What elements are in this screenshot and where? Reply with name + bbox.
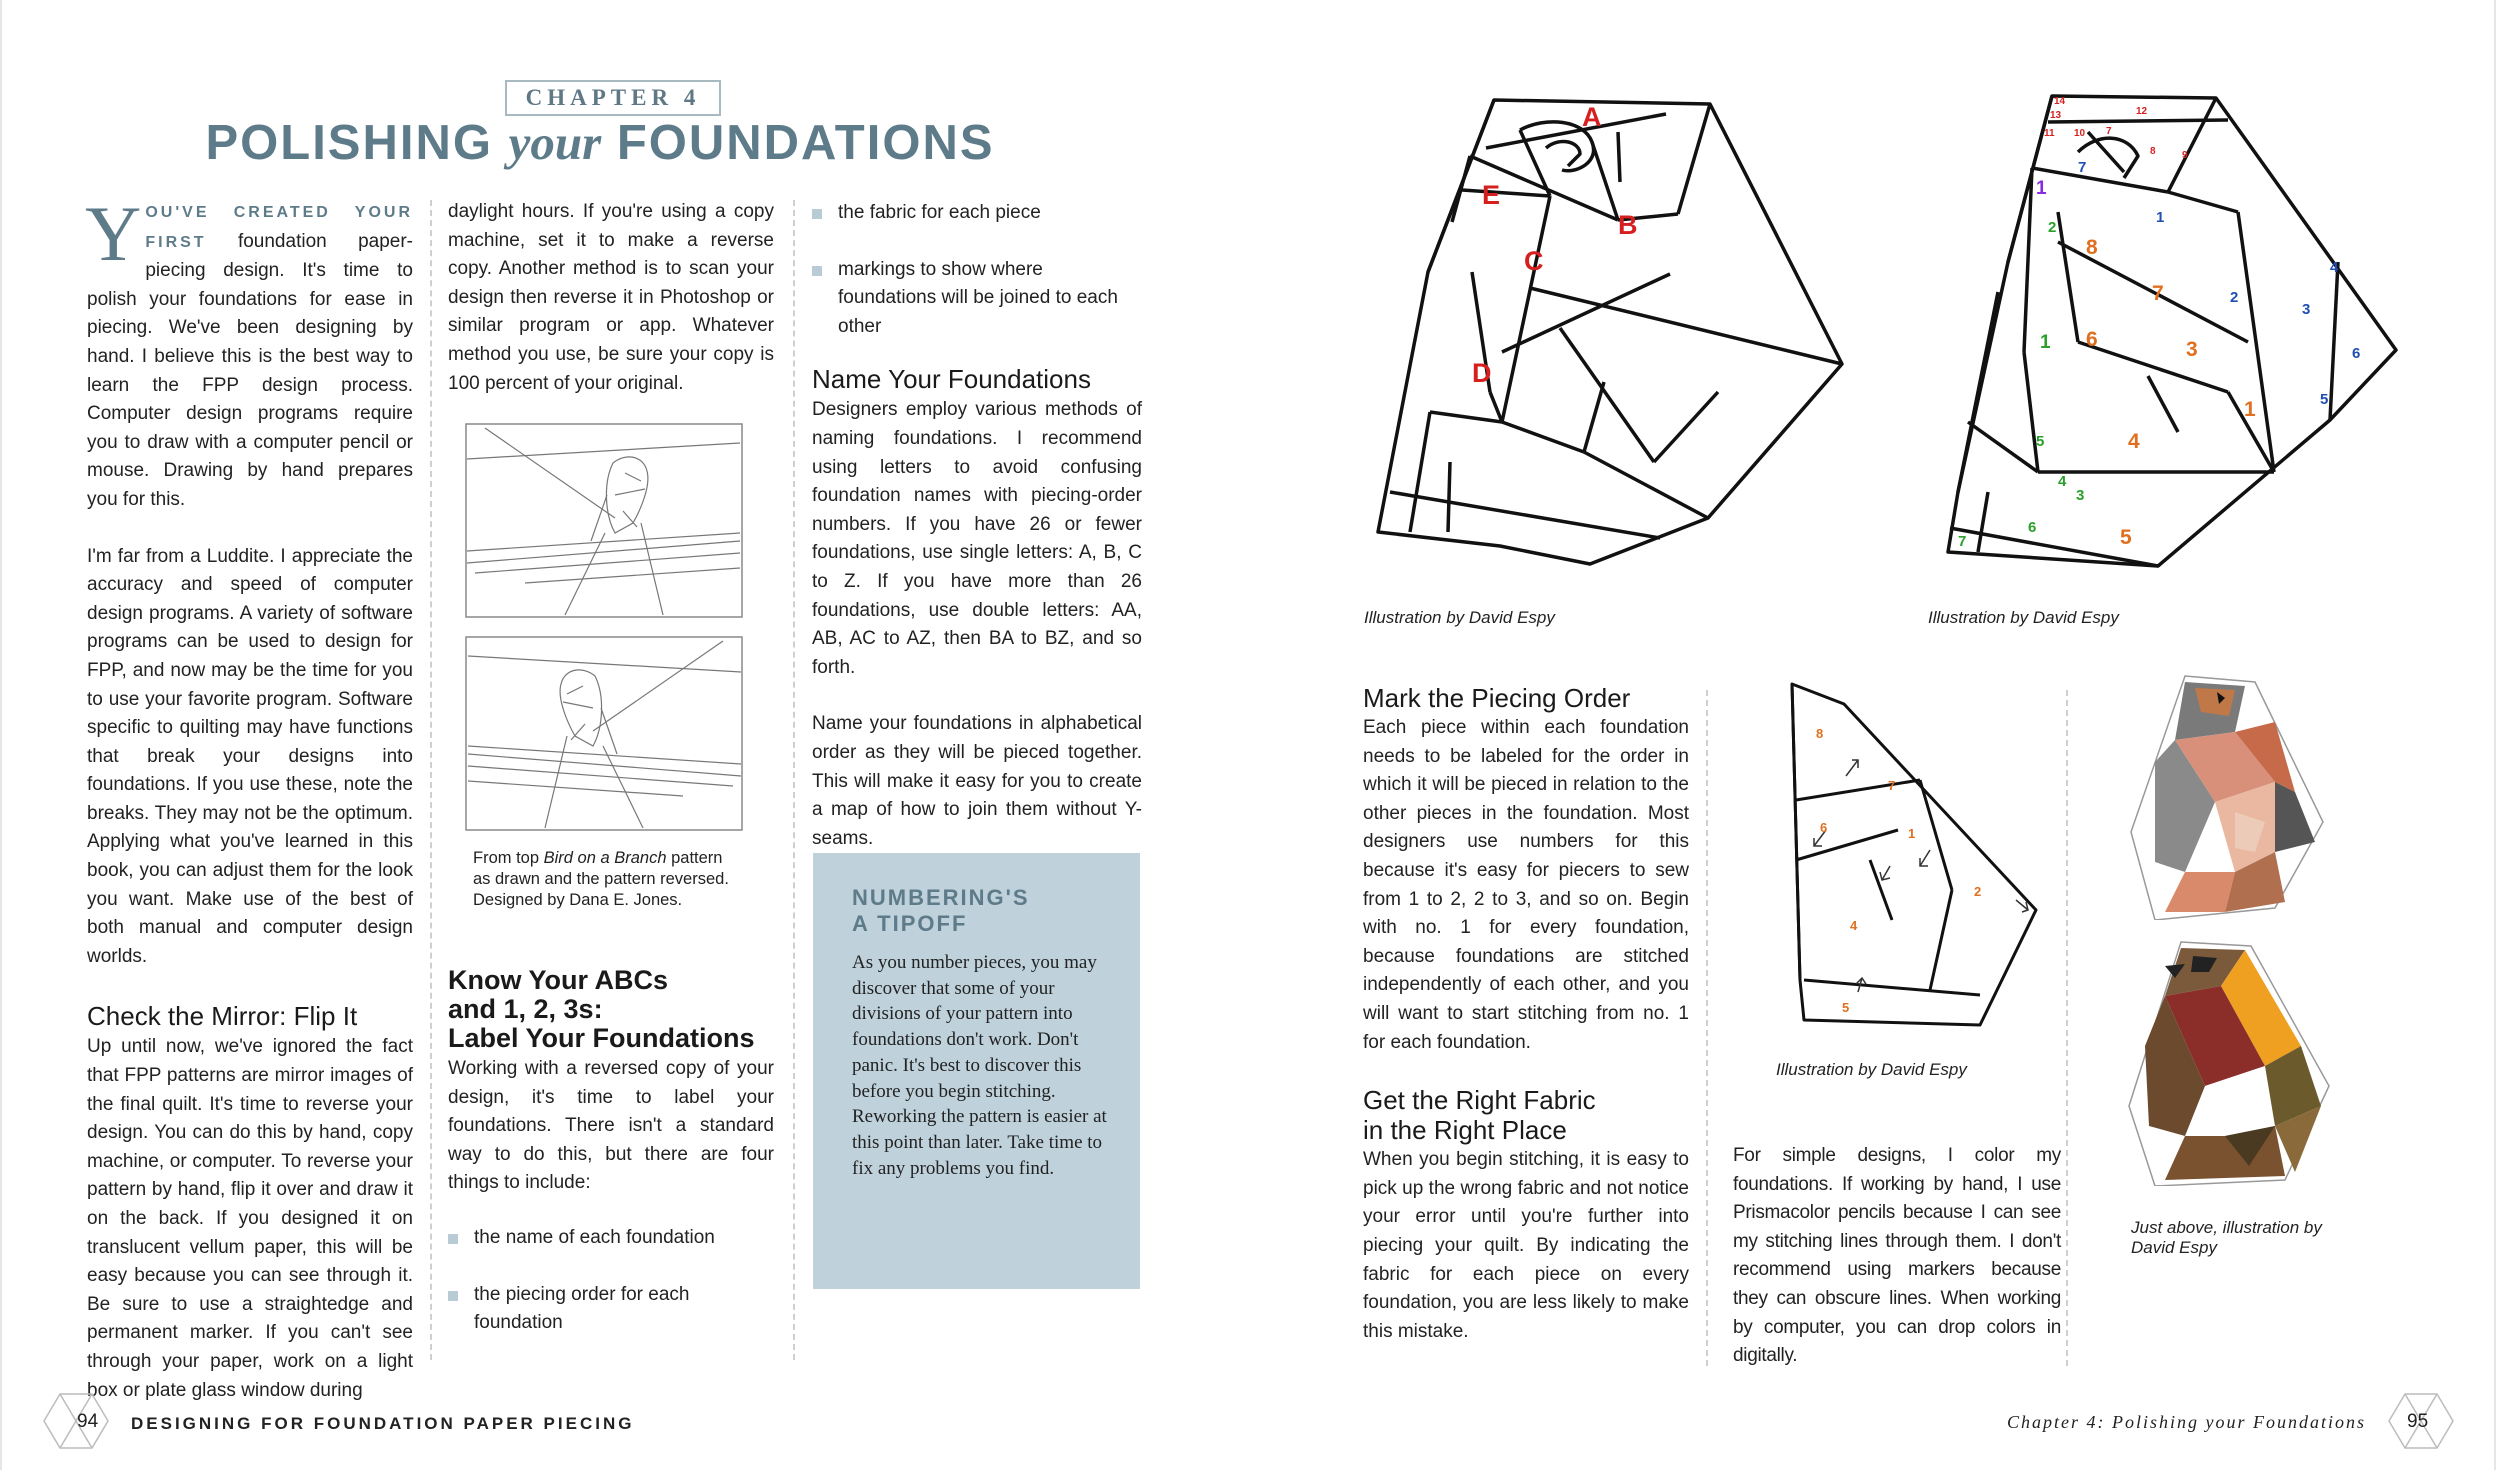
illustration-caption-1: Illustration by David Espy — [1364, 608, 1555, 627]
piece-number: 5 — [2320, 391, 2329, 408]
piece-number: 6 — [2086, 328, 2098, 351]
section-heading-fabric-line2: in the Right Place — [1363, 1115, 1567, 1146]
bird-on-branch-drawing — [465, 423, 743, 618]
drawing-caption: From top Bird on a Branch pattern as drawn and the pattern reversed. Designed by Dana E. Jones. — [473, 849, 729, 909]
bullet-item: the name of each foundation — [448, 1224, 774, 1253]
column-2 — [448, 198, 774, 398]
piece-number: 4 — [2058, 473, 2067, 490]
piece-number: 8 — [1816, 726, 1824, 741]
piece-number: 6 — [2028, 519, 2037, 536]
left-page-edge — [0, 0, 2, 1470]
column-1 — [85, 190, 414, 1405]
piece-number: 7 — [1958, 533, 1967, 550]
paragraph-fabric: When you begin stitching, it is easy to pick up the wrong fabric and not notice your error until you're further into piecing your quilt. By indicating the fabric for each piece on every foundation, you are less likely to make this mistake. — [1363, 1149, 1689, 1342]
piece-number: 13 — [2050, 110, 2062, 121]
paragraph-piecing-order: Each piece within each foundation needs to be labeled for the order in which it will be pieced in relation to the other pieces in the foundation. Most designers use numbers for this because it's easy for piecers to sew from 1 to 2, 2 to 3, and so on. Begin with no. 1 for every foundation, because foundations are stitched independently of each other, and you will want to start stitching from no. 1 for each foundation. — [1363, 717, 1689, 1053]
right-column-1 — [1363, 683, 1689, 1346]
illustration-caption-3: Illustration by David Espy — [1776, 1060, 1967, 1079]
paragraph-2: I'm far from a Luddite. I appreciate the accuracy and speed of computer design programs. A variety of software programs can be used to design for FPP, and now may be the time for you to use your favorite program. Software specific to quilting may have functions that break your designs into foundations. If you use these, note the breaks. They may not be the optimum. Applying what you've learned in this book, you can adjust them for the look you want. Make use of the best of both manual and computer design worlds. — [87, 545, 413, 967]
column-divider — [793, 200, 795, 1360]
section-heading-mirror: Check the Mirror: Flip It — [87, 1001, 358, 1032]
piece-number: 12 — [2136, 106, 2148, 117]
foundation-label-e: E — [1482, 180, 1501, 210]
colored-bird-bottom-image — [2125, 936, 2335, 1186]
piece-number: 3 — [2186, 338, 2198, 361]
foundation-label-c: C — [1524, 246, 1544, 276]
heading-abcs-line1: Know Your ABCs — [448, 965, 669, 995]
intro-text: foundation paper-piecing design. It's time to polish your foundations for ease in piecing. We've been designing by hand. I believe this is the best way to learn the FPP design process. Computer design programs require you to draw with a computer pencil or mouse. Drawing by hand prepares you for this. — [87, 230, 414, 510]
piece-number: 1 — [2244, 398, 2256, 421]
piece-number: 10 — [2074, 128, 2086, 139]
foundation-letters-figure — [1370, 92, 1860, 582]
colored-bird-top-image — [2125, 672, 2325, 920]
paragraph-3: Up until now, we've ignored the fact that FPP patterns are mirror images of the final quilt. It's time to reverse your design. You can do this by hand, copy machine, or computer. To reverse your pattern by hand, flip it over and draw it on the back. If you designed it on translucent vellum paper, this will be easy because you can see through it. Be sure to use a straightedge and permanent marker. If you can't see through your paper, work on a light box or plate glass window during — [87, 1036, 413, 1401]
section-heading-name-foundations: Name Your Foundations — [812, 364, 1091, 395]
bullet-list-2 — [812, 199, 1142, 341]
chapter-label: CHAPTER 4 — [505, 80, 721, 116]
piece-number: 9 — [2182, 150, 2188, 161]
drop-cap: Y — [85, 190, 142, 277]
piece-number: 4 — [1850, 918, 1858, 933]
paragraph-daylight: daylight hours. If you're using a copy machine, set it to make a reverse copy. Another method is to scan your design then reverse it in Photoshop or similar program or app. Whatever method you use, be sure your copy is 100 percent of your original. — [448, 201, 774, 394]
title-part-1: POLISHING — [205, 116, 493, 170]
column-divider — [2066, 690, 2068, 1366]
tip-body: As you number pieces, you may discover that some of your divisions of your pattern into foundations don't work. Don't panic. It's best to discover this before you begin stitching. Reworking the pattern is easier at this point than later. Take time to fix any problems you find. — [852, 952, 1107, 1179]
running-head-left: DESIGNING FOR FOUNDATION PAPER PIECING — [131, 1414, 635, 1433]
title-part-2: your — [508, 115, 602, 170]
tip-title: NUMBERING'S A TIPOFF — [852, 885, 1030, 936]
section-heading-piecing-order: Mark the Piecing Order — [1363, 683, 1631, 713]
piece-number: 8 — [2150, 146, 2156, 157]
heading-abcs-line3: Label Your Foundations — [448, 1023, 755, 1053]
piece-number: 1 — [2156, 209, 2165, 226]
piece-number: 2 — [2048, 219, 2057, 236]
footer-ornament-left — [40, 1390, 112, 1452]
piece-number: 7 — [2106, 126, 2112, 137]
page-number-left: 94 — [77, 1411, 99, 1432]
piece-number: 4 — [2128, 430, 2140, 453]
bullet-item: markings to show where foundations will be joined to each other — [812, 256, 1142, 342]
paragraph-naming: Designers employ various methods of naming foundations. I recommend using letters to avoid confusing foundation names with piecing-order numbers. If you have 26 or fewer foundations, use single letters: A, B, C to Z. If you have more than 26 foundations, use double letters: AA, AB, AC to AZ, then BA to BZ, and so forth. — [812, 399, 1142, 678]
piece-number: 4 — [2330, 259, 2339, 276]
paragraph-alphabetical: Name your foundations in alphabetical order as they will be pieced together. This will make it easy for you to create a map of how to join them without Y-seams. — [812, 713, 1142, 849]
bullet-item: the fabric for each piece — [812, 199, 1142, 228]
paragraph-label-foundations: Working with a reversed copy of your design, it's time to label your foundations. There isn't a standard way to do this, but there are four things to include: — [448, 1058, 774, 1194]
piece-number: 1 — [2036, 178, 2047, 199]
piece-number: 1 — [2040, 332, 2051, 353]
piece-number: 14 — [2054, 96, 2066, 107]
bird-on-branch-reversed-drawing — [465, 636, 743, 831]
piece-number: 2 — [2230, 289, 2239, 306]
right-column-2 — [1733, 1142, 2061, 1371]
piece-number: 5 — [2120, 526, 2132, 549]
piece-number: 1 — [1908, 826, 1916, 841]
piece-number: 7 — [1888, 778, 1896, 793]
column-divider — [1706, 690, 1708, 1366]
illustration-caption-2: Illustration by David Espy — [1928, 608, 2119, 627]
column-2-lower — [448, 966, 774, 1338]
piece-number: 3 — [2076, 487, 2085, 504]
paragraph-coloring: For simple designs, I color my foundations. If working by hand, I use Prismacolor pencils because I can see my stitching lines through them. I don't recommend using markers because they can obscure lines. When working by computer, you can drop colors in digitally. — [1733, 1145, 2061, 1367]
bullet-list-1 — [448, 1224, 774, 1338]
column-3 — [812, 199, 1142, 853]
piece-number: 2 — [1974, 884, 1982, 899]
intro-smallcaps: OU'VE CREATED YOUR FIRST — [145, 204, 413, 251]
piece-number: 6 — [2352, 345, 2361, 362]
piece-number: 5 — [1842, 1000, 1850, 1015]
foundation-label-d: D — [1472, 358, 1492, 388]
section-heading-fabric-line1: Get the Right Fabric — [1363, 1085, 1596, 1116]
piece-number: 8 — [2086, 236, 2098, 259]
intro-paragraph — [85, 190, 414, 515]
running-head-right: Chapter 4: Polishing your Foundations — [2007, 1412, 2366, 1432]
foundation-label-b: B — [1618, 210, 1638, 240]
piece-number: 6 — [1820, 820, 1828, 835]
piecing-order-figure — [1928, 92, 2418, 582]
bullet-item: the piecing order for each foundation — [448, 1281, 774, 1338]
piece-number: 11 — [2044, 128, 2055, 139]
title-part-3: FOUNDATIONS — [616, 116, 995, 170]
page-title — [150, 114, 1050, 171]
piece-number: 7 — [2152, 282, 2164, 305]
foundation-label-a: A — [1582, 102, 1602, 132]
piece-number: 7 — [2078, 159, 2087, 176]
piece-number: 3 — [2302, 301, 2311, 318]
column-divider — [430, 200, 432, 1360]
page-number-right: 95 — [2407, 1411, 2429, 1432]
piece-number: 5 — [2036, 433, 2045, 450]
heading-abcs-line2: and 1, 2, 3s: — [448, 994, 603, 1024]
illustration-caption-4: Just above, illustration by David Espy — [2131, 1218, 2322, 1257]
foundation-piecing-arrows-figure — [1780, 680, 2040, 1030]
